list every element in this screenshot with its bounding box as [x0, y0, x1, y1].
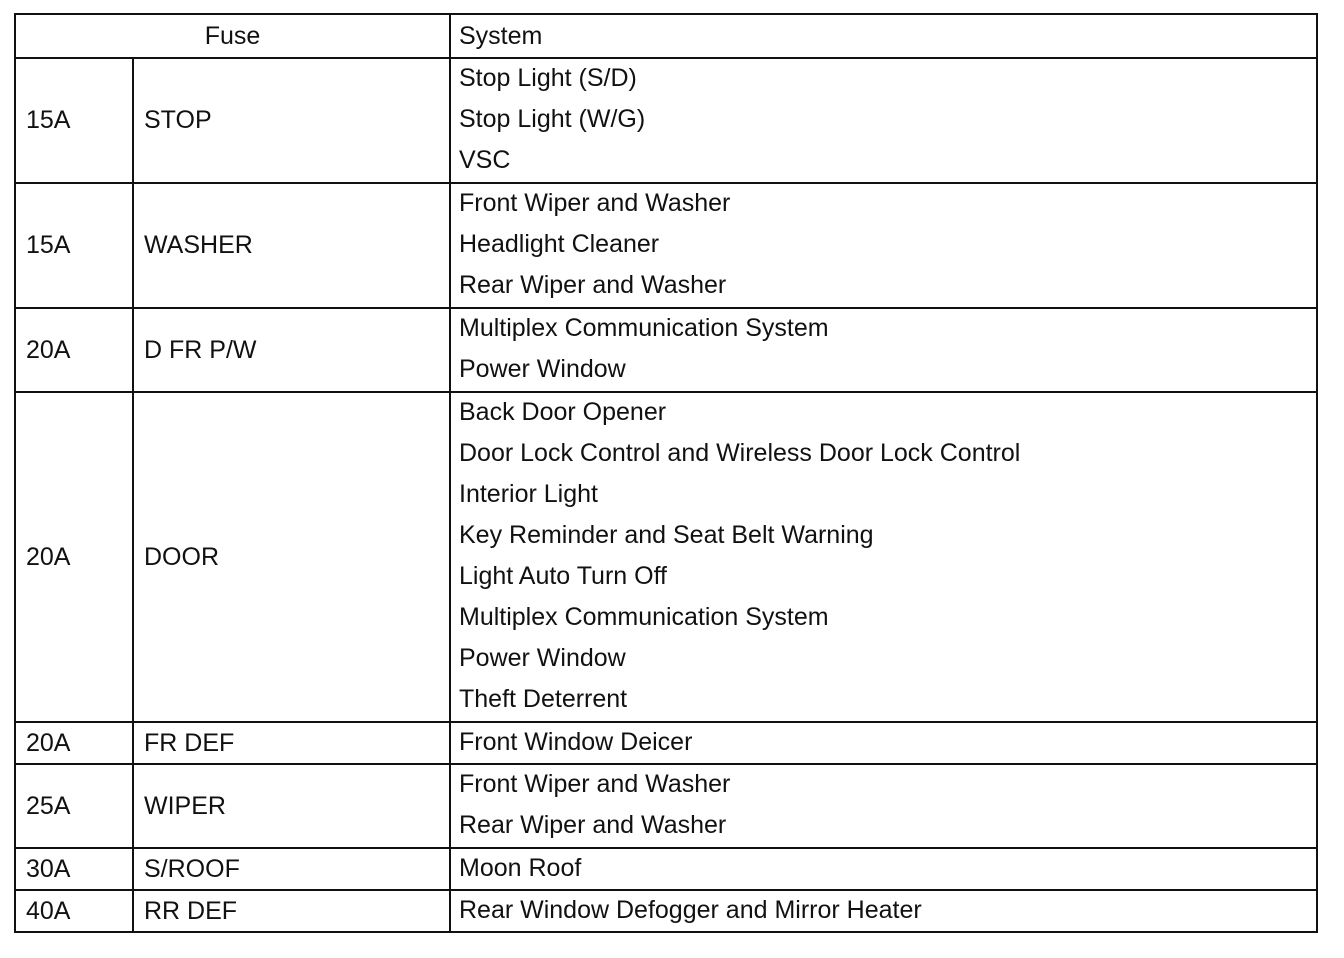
fuse-header: Fuse: [15, 14, 450, 58]
fuse-amperage: 40A: [15, 890, 133, 932]
fuse-row: [15, 722, 1317, 764]
fuse-row: [15, 183, 1317, 308]
system-item: Multiplex Communication System: [459, 603, 829, 631]
system-list: [450, 308, 1317, 392]
system-item: Theft Deterrent: [459, 685, 628, 713]
fuse-row: [15, 392, 1317, 722]
system-item: Multiplex Communication System: [459, 314, 829, 342]
fuse-amperage: 25A: [15, 764, 133, 848]
fuse-amperage: 20A: [15, 308, 133, 392]
fuse-name: S/ROOF: [133, 848, 450, 890]
system-item: Stop Light (S/D): [459, 64, 637, 92]
system-list: [450, 848, 1317, 890]
fuse-row: [15, 58, 1317, 183]
system-item: Key Reminder and Seat Belt Warning: [459, 521, 874, 549]
fuse-row: [15, 890, 1317, 932]
system-list: [450, 722, 1317, 764]
fuse-name: RR DEF: [133, 890, 450, 932]
system-item: Front Wiper and Washer: [459, 189, 731, 217]
system-item: Stop Light (W/G): [459, 105, 646, 133]
fuse-amperage: 20A: [15, 392, 133, 722]
system-item: Rear Window Defogger and Mirror Heater: [459, 896, 922, 924]
fuse-amperage: 15A: [15, 58, 133, 183]
fuse-amperage: 15A: [15, 183, 133, 308]
fuse-name: FR DEF: [133, 722, 450, 764]
system-item: Light Auto Turn Off: [459, 562, 668, 590]
fuse-name: DOOR: [133, 392, 450, 722]
system-list: [450, 58, 1317, 183]
header-row: [15, 14, 1317, 58]
system-item: Interior Light: [459, 480, 598, 508]
system-item: Door Lock Control and Wireless Door Lock Control: [459, 439, 1021, 467]
fuse-amperage: 20A: [15, 722, 133, 764]
system-header: System: [450, 14, 1317, 58]
fuse-amperage: 30A: [15, 848, 133, 890]
system-item: Rear Wiper and Washer: [459, 271, 727, 299]
fuse-name: WASHER: [133, 183, 450, 308]
fuse-name: STOP: [133, 58, 450, 183]
system-item: Moon Roof: [459, 854, 582, 882]
system-item: Front Window Deicer: [459, 728, 693, 756]
system-item: Power Window: [459, 355, 626, 383]
system-list: [450, 392, 1317, 722]
fuse-row: [15, 848, 1317, 890]
system-item: Front Wiper and Washer: [459, 770, 731, 798]
system-item: Rear Wiper and Washer: [459, 811, 727, 839]
system-item: VSC: [459, 146, 511, 174]
system-list: [450, 764, 1317, 848]
fuse-table-body: [15, 58, 1317, 932]
system-item: Power Window: [459, 644, 626, 672]
fuse-table: [14, 13, 1318, 933]
fuse-row: [15, 308, 1317, 392]
system-item: Back Door Opener: [459, 398, 667, 426]
fuse-row: [15, 764, 1317, 848]
system-item: Headlight Cleaner: [459, 230, 660, 258]
system-list: [450, 183, 1317, 308]
system-list: [450, 890, 1317, 932]
fuse-name: D FR P/W: [133, 308, 450, 392]
fuse-name: WIPER: [133, 764, 450, 848]
